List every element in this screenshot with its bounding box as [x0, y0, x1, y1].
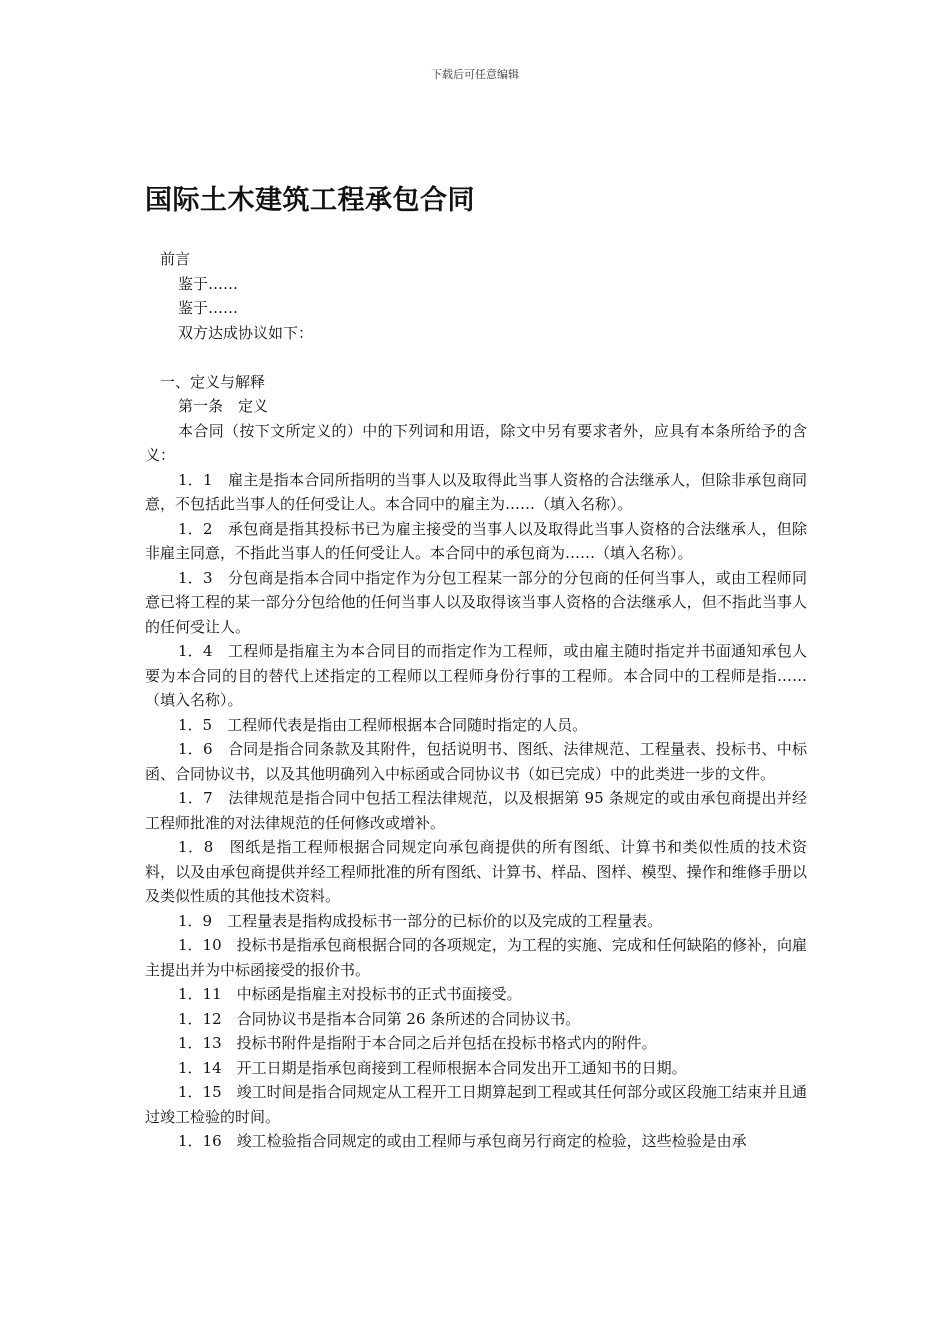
header-note: 下载后可任意编辑	[431, 68, 519, 81]
article-heading: 第一条 定义	[178, 397, 269, 415]
preface-line: 鉴于……	[178, 274, 239, 293]
definition-item: 1．12 合同协议书是指本合同第 26 条所述的合同协议书。	[178, 1009, 581, 1028]
definition-item: 1．9 工程量表是指构成投标书一部分的已标价的以及完成的工程量表。	[178, 911, 663, 930]
definition-item: 1．5 工程师代表是指由工程师根据本合同随时指定的人员。	[178, 715, 588, 734]
definition-item: 1．1 雇主是指本合同所指明的当事人以及取得此当事人资格的合法继承人，但除非承包商同意，不包括此当事人的任何受让人。本合同中的雇主为……（填入名称）。	[145, 470, 807, 513]
document-body	[145, 247, 807, 1154]
document-title: 国际土木建筑工程承包合同	[145, 185, 475, 216]
definition-item: 1．10 投标书是指承包商根据合同的各项规定，为工程的实施、完成和任何缺陷的修补，向雇主提出并为中标函接受的报价书。	[145, 936, 807, 979]
preface-heading: 前言	[160, 250, 191, 268]
definition-item: 1．6 合同是指合同条款及其附件，包括说明书、图纸、法律规范、工程量表、投标书、中标函、合同协议书，以及其他明确列入中标函或合同协议书（如已完成）中的此类进一步的文件。	[145, 740, 807, 783]
definition-item: 1．16 竣工检验指合同规定的或由工程师与承包商另行商定的检验，这些检验是由承	[178, 1132, 747, 1150]
definition-item: 1．3 分包商是指本合同中指定作为分包工程某一部分的分包商的任何当事人，或由工程师同意已将工程的某一部分分包给他的任何当事人以及取得该当事人资格的合法继承人，但不指此当事人的任何受让人。	[145, 568, 807, 636]
preface-line: 双方达成协议如下：	[178, 323, 314, 342]
article-intro: 本合同（按下文所定义的）中的下列词和用语，除文中另有要求者外，应具有本条所给予的含义：	[145, 421, 807, 464]
definition-item: 1．15 竣工时间是指合同规定从工程开工日期算起到工程或其任何部分或区段施工结束并且通过竣工检验的时间。	[145, 1083, 807, 1126]
preface-line: 鉴于……	[178, 299, 239, 317]
section-heading: 一、定义与解释	[160, 372, 266, 391]
definition-item: 1．4 工程师是指雇主为本合同目的而指定作为工程师，或由雇主随时指定并书面通知承包人要为本合同的目的替代上述指定的工程师以工程师身份行事的工程师。本合同中的工程师是指……（填入名称）。	[145, 642, 807, 709]
definition-item: 1．11 中标函是指雇主对投标书的正式书面接受。	[178, 985, 522, 1003]
blank-line	[145, 345, 807, 370]
definition-item: 1．8 图纸是指工程师根据合同规定向承包商提供的所有图纸、计算书和类似性质的技术资料，以及由承包商提供并经工程师批准的所有图纸、计算书、样品、图样、模型、操作和维修手册以及类似性质的其他技术资料。	[145, 838, 807, 905]
definition-item: 1．2 承包商是指其投标书已为雇主接受的当事人以及取得此当事人资格的合法继承人，但除非雇主同意，不指此当事人的任何受让人。本合同中的承包商为……（填入名称）。	[145, 519, 807, 562]
definition-item: 1．7 法律规范是指合同中包括工程法律规范，以及根据第 95 条规定的或由承包商提出并经工程师批准的对法律规范的任何修改或增补。	[145, 789, 807, 832]
definition-item: 1．14 开工日期是指承包商接到工程师根据本合同发出开工通知书的日期。	[178, 1058, 687, 1077]
definition-item: 1．13 投标书附件是指附于本合同之后并包括在投标书格式内的附件。	[178, 1034, 657, 1052]
